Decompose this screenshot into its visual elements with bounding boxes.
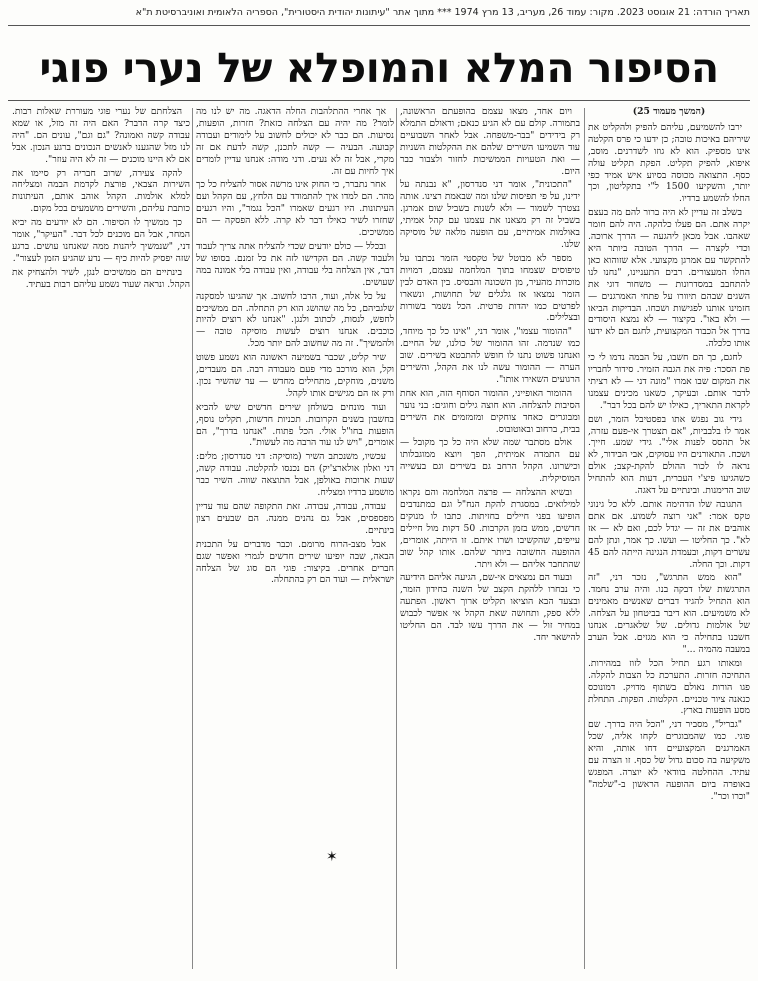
article-paragraph: אחר נתברר, כי החוק אינו מרשה אסור להצליח כל כך מהר. הם למדו איך להתמודד עם הלחץ, עם הקהל ועם העיתונות. היו רגעים שאמרו "הכל נגמר", והיו רגעים שחזרו לשיר כאילו דבר לא קרה. ללא הפסקה — הם ממשיכים. (196, 179, 394, 239)
article-column-1 (588, 106, 750, 971)
article-paragraph: "הוא ממש התרגש", נזכר דני, "זה התרגשות שלו דבקה בנו. והיה ערב נחמד. הוא התחיל להגיד דברים שאנשים מאמינים לא משמיעים. הוא דיבר בביטחון על הצלחה. של אולמות גדולים. של שלאגרים. אנחנו חשבנו בתחילה כי הוא מגזים. אבל הערב במעבה מהמיה ..." (588, 572, 750, 655)
header-rule (8, 25, 750, 26)
article-paragraph: להקה צעירה, שרוב חבריה רק סיימו את השירות הצבאי, פורצת לקדמת הבמה ומצליחה למלא אולמות. הקהל אוהב אותם, העיתונות כותבת עליהם, והשירים מושמעים בכל מקום. (12, 167, 190, 215)
section-star-icon: ✶ (326, 849, 338, 865)
article-paragraph: עבודה, עבודה, עבודה. זאת התקופה שהם עוד עדיין מפספסים, אבל גם נהנים ממנה. הם שבעים רצון בינתיים. (196, 501, 394, 536)
article-paragraph: כך ממשיך לו הסיפור. הם לא יודעים מה יביא המחר, אבל הם מוכנים לכל דבר. "העיקר", אומר דני, "שנמשיך ליהנות ממה שאנחנו עושים. ברגע שזה יפסיק להיות כיף — נדע שהגיע הזמן לעצור". (12, 217, 190, 264)
article-paragraph: "ההומור עצמו", אומר דני, "אינו כל כך מיוחד, כמו שנדמה. זהו ההומור של כולנו, של החיים. ואנחנו פשוט נתנו לו חופש להתבטא בשירים. שוב הערה — ההומור עשה לנו את הקהל, והשירים הרגועים השאירו אותו". (400, 326, 580, 385)
article-paragraph: לחגם, כך הם חשבו, על הבמה נדמו לי כי פת הסכר: פיה את הגבה הזמיר. סידור לחבריו את המקום שבו אמרו "מונה דני — לא רציתי לדבר אותם. ובעיקר, כשאנו מכינים עצמנו לקראת התאריך, כאילו יש להם בכל דבר". (588, 352, 750, 411)
article-paragraph: התגובה שלו הדהימה אותם. ללא כל גינוני טקס אמר: "אני רוצה לשמוע. אם אתם אוהבים את זה — יגדל לכם, ואם לא — אז לא". כך החליטו — ועשו. כך אמר, ונתן להם עשרים דקות, ובעמדת הנגינה הייתה להם 45 דקות. וכך החלה. (588, 499, 750, 570)
article-paragraph: אולם מסתבר שמה שלא היה כל כך מקובל — עם התמדה אמיתית, הפך ויוצא ממוגבלותו וכישרונו. הקהל הרחב גם בשירים וגם בעשייה המוסיקלית. (400, 437, 580, 485)
source-line: תאריך הורדה: 21 אוגוסט 2023. מקור: עמוד 26, מעריב, 13 מרץ 1974 *** מתוך אתר "עיתונות יהודית היסטורית", הספריה הלאומית ואוניברסיטת ת"א (135, 7, 750, 18)
article-paragraph: בשלב זה עדיין לא היה ברור להם מה בעצם יקרה אתם. הם פעלו כלהקה. היה להם חומר שאהבו. אבל מכאן ליהגעה — הדרך ארוכה. וכדי לקצרה — הדרך הטובה ביותר היא להתקשר עם אמרגן מקצועי. אלא שזוהוא כאן החלו המעצורים. רבים התעניינו, "נחנו לנו להתחבב במסדרונות — משחור דוגי את השגים שבהם תיוורו על פתחי האמרגנים — חזמינו אותנו לפגישות ושכחו. הבדיקות הביאו — ולא באו". בקיצור — לא נמצא היסודים בדרך אל הכבוד המקצועית, לחגם הם לא ידעו אותו כלכלה. (588, 207, 750, 350)
article-paragraph: ויום אחד, מצאו עצמם בהופעתם הראשונה, בתמורה. קולם עם לא הגיע כנאם; ודאולם התמלא רק בידידים "בבר-משפחה. אבל לאחר השבועיים עוד השמיעו השירים שלהם את ההקלטות השניות — ואת הטעויות הממשיכות לחזור ולצבור כבר היום. (400, 106, 580, 177)
article-column-4 (12, 106, 190, 971)
column-body (588, 122, 750, 803)
article-paragraph: עכשיו, משנכתב השיר (מוסיקה: דני סנדרסון; מלים: דני ואלון אולארצ'יק) הם נכנסו להקלטה. עבודה קשה, שעות ארוכות באולפן, אבל התוצאה שווה. השיר כבר מושמע ברדיו ומצליח. (196, 451, 394, 499)
article-paragraph: בינתיים הם ממשיכים לנגן, לשיר ולהצחיק את הקהל. ונראה שעוד נשמע עליהם רבות בעתיד. (12, 266, 190, 290)
column-divider (584, 108, 585, 969)
article-paragraph: על כל אלה, ועוד, הרבו לחשוב. אך שהגיעו למסקנה שלגביהם, כל מה שהושג הוא רק התחלה. הם ממשיכים לחפש, לנסות, לכתוב ולנגן. "אנחנו לא רוצים להיות כוכבים. אנחנו רוצים לעשות מוסיקה טובה — ולהמשיך". זה מה שחשוב להם יותר מכל. (196, 290, 394, 350)
article-paragraph: ובכלל — כולם יודעים שכדי להצליח אתה צריך לעבוד ולעבוד קשה. הם הקדישו לזה את כל זמנם. בסופו של דבר, אין הצלחה בלי עבודה, ואין עבודה בלי אמונה במה שעושים. (196, 240, 394, 288)
article-paragraph: שיר קליט, שכבר בשמיעה ראשונה הוא נשמע פשוט וקל, הוא מורכב מדי פעם מעבודה רבה. הם מעבדים, משנים, מוחקים, מתחילים מחדש — עד שהשיר נכון. ורק אז הם מגישים אותו לקהל. (196, 352, 394, 399)
article-column-2 (400, 106, 580, 971)
column-body (196, 106, 394, 586)
article-paragraph: ועוד מונחים בשולחן שירים חדשים שיש להביא בחשבון בשנים הקרובות. תכניות חדשות, תקליט נוסף, הופעות בחו"ל אולי. הכל פתוח. "אנחנו בדרך", הם אומרים, "ויש לנו עוד הרבה מה לעשות". (196, 401, 394, 449)
column-divider (192, 108, 193, 969)
headline-rule (8, 100, 750, 101)
article-paragraph: ההומור האופייני, ההומור הסוחף הזה, הוא אחת הסיבות להצלחה. הוא חוצה גילים וחוגים: בני נוער ומבוגרים כאחד צוחקים ומזמזמים את השירים בבית, ברחוב ובאוטובוס. (400, 387, 580, 435)
article-column-3 (196, 106, 394, 971)
column-body (400, 106, 580, 644)
column-body (12, 106, 190, 291)
article-paragraph: ובשיא ההצלחה — פרצה המלחמה והם נקראו למילואים. במסגרת להקת הנח"ל וגם כמתנדבים הופיעו בפני חיילים בחזיתות. כתבו לו מנוקים חדשים, ממש בזמן הקרבות. 50 דקות מול חיילים עייפים, שהקשיבו ושרו איתם. זו הייתה, אומרים, ההופעה החשובה ביותר שלהם. אותו קהל שוב שהתחבר אליהם — ולא ויתר. (400, 487, 580, 570)
article-paragraph: גידי גוב נפגש אתו בפסטיבל הזמר, ושם אמר לו בלבביות, "אם תצטרך אי-פעם עזרה, אל תהסס לפנות אלי". גידי שמע. חייך. ושכח. התאורנים היו עסוקים, אבי הבידור, לא נראה לו לכור ההולם להקת-קצב; אולם כשהגיעו פיצ'י העברית, דעות הוא להתחיל שוב הדימנות. ובינתיים על דאגה. (588, 413, 750, 497)
article-paragraph: מספר לא מבוטל של טקסטי הזמר נכתבו על טיפוסים שצמחו בתוך המלחמה עצמם, דמויות מוכרות מהעיר, מן השכונה והבסיס. בין האדם לבין הזמר נמצאו אז גלגלים של תחושות, ונשארו לפרטים כמו יהדות פרטית. הכל נשמר בשורות ובצלילים. (400, 252, 580, 324)
article-headline: הסיפור המלא והמופלא של נערי פוגי (39, 44, 719, 92)
article-paragraph: אבל מצב-הרוח מרומם. וכבר מדברים על התכנית הבאה, שבה יופיעו שירים חדשים לגמרי ואפשר שגם חברים אחרים. בקיצור: פוגי הם סוג של הצלחה ישראלית — ועוד הם רק בהתחלה. (196, 538, 394, 586)
article-paragraph: ובעוד הם נמצאים אי-שם, הגיעה אליהם הידיעה כי נבחרו ללהקת הקצב של השנה בחידון הזמר, ובצעד הבא הוציאו תקליט ארוך ראשון. הפתעה ללא ספק, ותחושה שאת הקהל אי אפשר לכבוש במחיר זול — את הדרך עשו לבד. הם החליטו להישאר יחד. (400, 572, 580, 643)
article-paragraph: הצלחתם של נערי פוגי מעוררת שאלות רבות. כיצד קרה הדבר? האם היה זה מזל, או שמא עבודה קשה ואמונה? "גם וגם", עונים הם. "היה לנו מזל שהגענו לאנשים הנכונים ברגע הנכון. אבל אם לא היינו מוכנים — זה לא היה עוזר". (12, 106, 190, 165)
column-divider (396, 108, 397, 969)
article-paragraph: ומאותו רגע תחיל הכל לזוז במהירות. התחיכה חזרות. התערכת כל הצבות להקלה. פגו הורות נאולם בשתוף מדויק. דמונוכס כנאנה ציור טכניים. הקלטות. הפקות. התחלת מסע הופעות בארץ. (588, 657, 750, 717)
article-paragraph: "התכונית", אומר דני סנדרסון, "א נבנתה על ידינו, על פי תפיסות שלנו ומה שבאמת רצינו. אותה נצטרך לשמור — ולא לשנות בשביל שום אמרגן. בשביל זה רק מצאנו את עצמנו עם קהל אמיתי, באולמות אמיתיים, עם הופעה מלאה של מוסיקה שלנו. (400, 179, 580, 250)
article-paragraph: "גבריל", מסביר דני, "הכל היה בדרך. שם פוגי. כמו שהמבוגרים לקחו אליה, שכל האמרגנים המקצועיים דחו אותה, והיא משקיעה בה סכום גדול של כסף. זו הצרה עם עתיד. ההחלטה בוודאי לא יוצרה. המפגש באופרה ביום ההופעה הראשון ב-"שלמה" "וכרו וכר". (588, 719, 750, 802)
continuation-note: (המשך מעמוד 25) (632, 106, 706, 117)
article-paragraph: ירבו להשמיעם, עליהם להפיק ולהקליט את שיריהם באיכות טובה; כן ידעו כי פרס הקלטה אינו מספיק. הוא לא גוזו לשדרנים. מוסב, איפוא, להפיק תקליט. הפקת תקליט עולה כסף. התצואה מכוסה בסיוע איש אמיד כפי יותר, והשקיעו 1500 ל"י בתקליטון, וכך החלו להשמע ברדיו. (588, 121, 750, 205)
article-paragraph: אך אחרי ההתלהבות החלה הדאגה. מה יש לנו מה לומר? מה יהיה עם הצלחה כזאת? חזרות, הופעות, נסיעות. הם כבר לא יכולים לחשוב על לימודים ועבודה קבועה. הבעיה — קשה לתכנן, קשה לדעת אם זה מקרי, אבל זה לא נעים. ודני מודה: אנחנו עדיין לומדים איך לחיות עם זה. (196, 106, 394, 177)
